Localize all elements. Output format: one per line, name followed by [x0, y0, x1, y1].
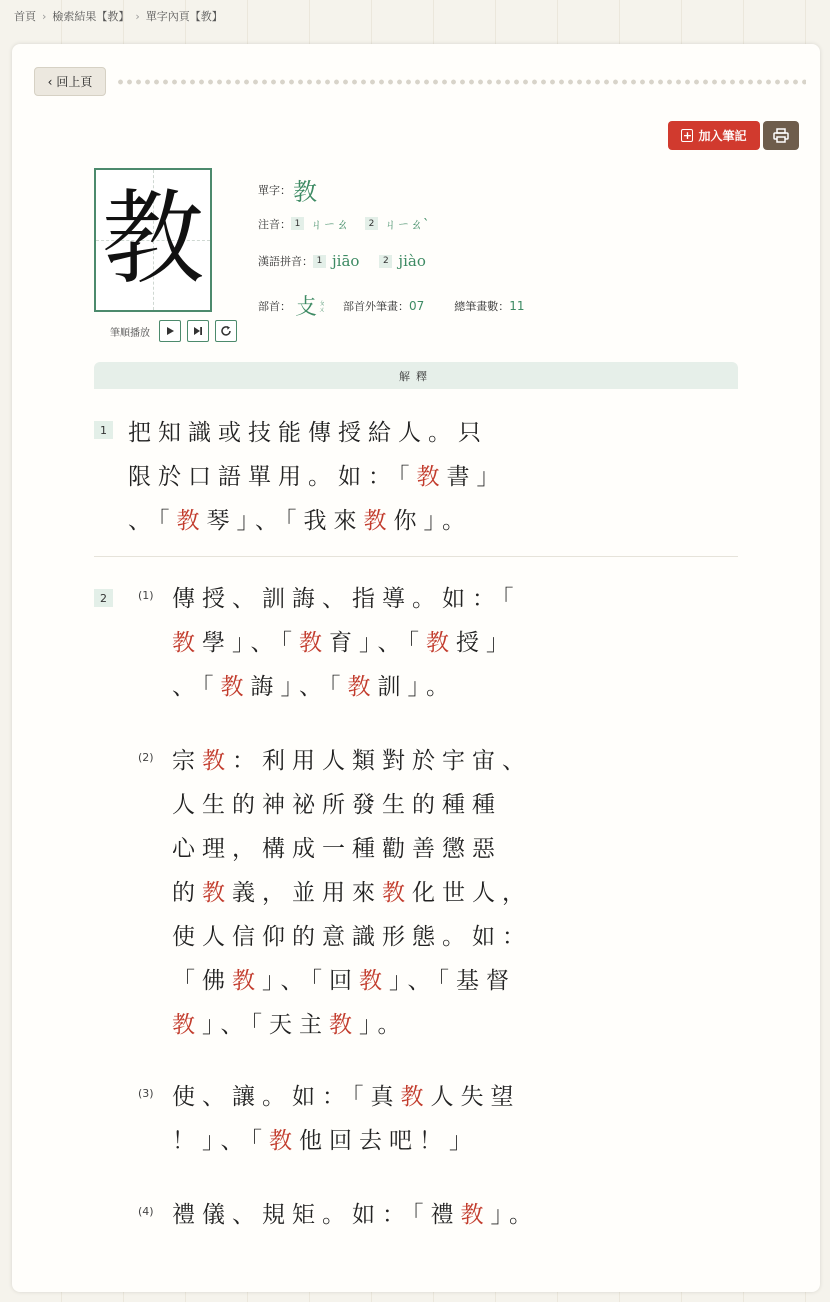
definition-line: 、「教琴」、「我來教你」。	[128, 508, 472, 534]
definition-line: 使、讓。如：「真教人失望	[172, 1084, 521, 1110]
chevron-right-icon: ›	[42, 9, 47, 23]
breadcrumb-search[interactable]: 檢索結果【教】	[52, 10, 130, 23]
add-note-icon: +	[682, 129, 693, 142]
definition-number: 2	[94, 589, 113, 607]
content-card	[12, 44, 820, 1292]
radical-zhuyin: ㄆㄨ	[318, 298, 327, 313]
reading-number: 2	[365, 217, 378, 230]
zhuyin-row	[258, 214, 446, 233]
definition-line: 的教義，並用來教化世人，	[172, 880, 532, 906]
definition-line: 限於口語單用。如：「教書」	[128, 464, 507, 490]
sub-definition-number: (3)	[138, 1087, 154, 1100]
definition-line: 教」、「天主教」。	[172, 1012, 408, 1038]
character-box	[94, 168, 212, 312]
definition-line: 「佛教」、「回教」、「基督	[172, 968, 516, 994]
definition-line: 心理，構成一種勸善懲惡	[172, 836, 502, 862]
definition-line: ！」、「教他回去吧！」	[172, 1128, 479, 1154]
printer-icon	[773, 128, 789, 143]
extra-strokes-label: 部首外筆畫：	[343, 299, 410, 313]
char-row	[258, 172, 317, 207]
radical-value: 攴	[295, 295, 318, 320]
definition-line: 禮儀、規矩。如：「禮教」。	[172, 1202, 539, 1228]
definition-divider	[94, 556, 738, 557]
chevron-right-icon: ›	[135, 9, 140, 23]
reading-number: 1	[313, 255, 326, 268]
zhuyin-2: ㄐㄧㄠˋ	[384, 218, 430, 233]
definition-line: 宗教：利用人類對於宇宙、	[172, 748, 532, 774]
play-button[interactable]	[159, 320, 181, 342]
dotted-divider	[116, 79, 806, 85]
definition-line: 人生的神祕所發生的種種	[172, 792, 502, 818]
replay-button[interactable]	[215, 320, 237, 342]
pinyin-label: 漢語拼音：	[258, 255, 313, 268]
back-button[interactable]	[34, 67, 106, 96]
replay-icon	[220, 325, 232, 337]
sub-definition-number: (1)	[138, 589, 154, 602]
sub-definition-number: (4)	[138, 1205, 154, 1218]
radical-row	[258, 290, 525, 321]
sub-definition-number: (2)	[138, 751, 154, 764]
add-note-button[interactable]	[668, 121, 760, 150]
radical-label: 部首：	[258, 299, 291, 313]
chevron-left-icon: ‹	[47, 74, 53, 89]
pinyin-2: jiào	[398, 252, 426, 270]
character-glyph: 教	[102, 180, 204, 299]
breadcrumb-home[interactable]: 首頁	[14, 10, 36, 23]
play-icon	[165, 326, 175, 336]
add-note-label: 加入筆記	[698, 129, 747, 143]
pinyin-1: jiāo	[332, 252, 360, 270]
reading-number: 1	[291, 217, 304, 230]
char-label: 單字：	[258, 183, 291, 197]
definition-line: 使人信仰的意識形態。如：	[172, 924, 532, 950]
char-value: 教	[293, 178, 317, 206]
definition-line: 教學」、「教育」、「教授」	[172, 630, 516, 656]
total-strokes-label: 總筆畫數：	[454, 299, 510, 313]
definition-line: 、「教誨」、「教訓」。	[172, 674, 456, 700]
reading-number: 2	[379, 255, 392, 268]
definition-number: 1	[94, 421, 113, 439]
step-forward-button[interactable]	[187, 320, 209, 342]
pinyin-row	[258, 252, 446, 270]
definition-line: 把知識或技能傳授給人。只	[128, 420, 488, 446]
print-button[interactable]	[763, 121, 799, 150]
back-button-label: 回上頁	[56, 75, 93, 89]
definition-line: 傳授、訓誨、指導。如：「	[172, 586, 521, 612]
stroke-order-label: 筆順播放	[110, 328, 150, 339]
extra-strokes-value: 07	[409, 298, 425, 313]
definitions-header: 解釋	[94, 362, 738, 389]
breadcrumb	[14, 8, 223, 24]
step-forward-icon	[193, 326, 203, 336]
breadcrumb-current: 單字內頁【教】	[145, 10, 223, 23]
total-strokes-value: 11	[509, 298, 525, 313]
zhuyin-1: ㄐㄧㄠ	[310, 218, 350, 233]
zhuyin-label: 注音：	[258, 217, 291, 231]
